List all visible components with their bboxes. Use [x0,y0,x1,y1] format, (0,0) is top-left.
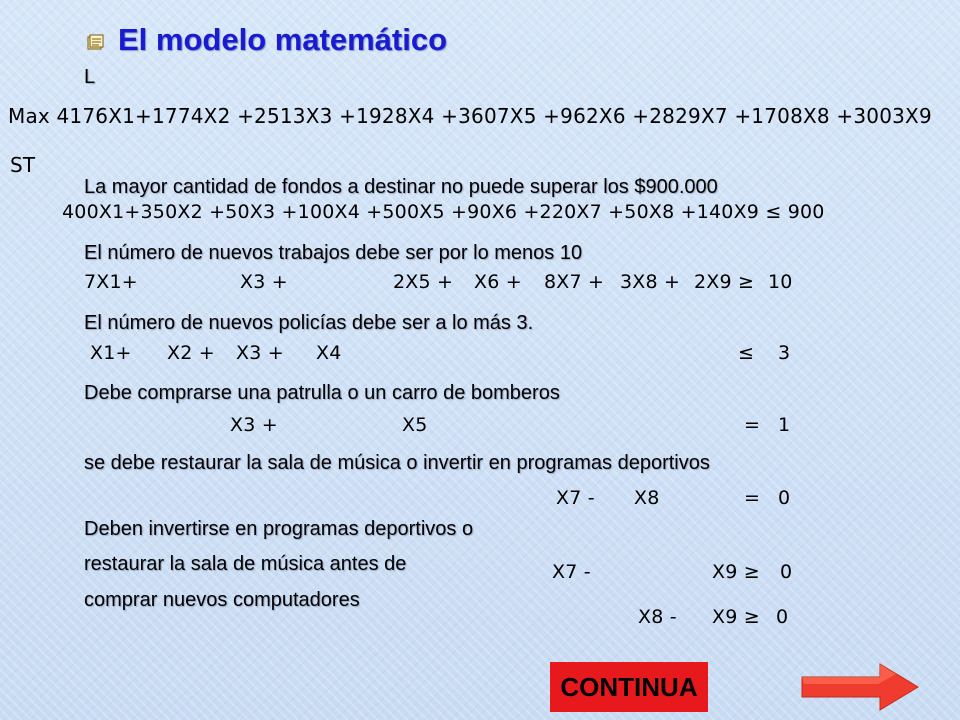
constraint-4-description: Debe comprarse una patrulla o un carro de bomberos [84,382,560,404]
st-label: ST [10,153,36,177]
objective-function: Max 4176X1+1774X2 +2513X3 +1928X4 +3607X5 +962X6 +2829X7 +1708X8 +3003X9 [8,104,932,128]
constraint-2-term: 8X7 + [544,271,605,293]
constraint-6-rhs: 0 [780,561,793,583]
constraint-6-description-line: restaurar la sala de música antes de [84,553,407,575]
constraint-4-operator: = [744,414,761,436]
constraint-7-term: X9 ≥ [712,606,760,628]
constraint-5-term: X8 [634,487,660,509]
constraint-4-rhs: 1 [778,414,791,436]
constraint-6-description-line: Deben invertirse en programas deportivos o [84,518,474,540]
constraint-6-description-line: comprar nuevos computadores [84,589,360,611]
constraint-3-term: X3 + [236,342,284,364]
constraint-5-term: X7 - [556,487,595,509]
constraint-7-term: X8 - [638,606,677,628]
right-arrow-icon[interactable] [800,662,920,712]
constraint-1-expression: 400X1+350X2 +50X3 +100X4 +500X5 +90X6 +220X7 +50X8 +140X9 ≤ 900 [62,201,825,223]
constraint-6-term: X9 ≥ [712,561,760,583]
continue-button[interactable]: CONTINUA [550,662,708,712]
constraint-4-term: X3 + [230,414,278,436]
constraint-2-term: 2X9 ≥ [694,271,755,293]
constraint-3-term: X1+ [90,342,132,364]
constraint-1-description: La mayor cantidad de fondos a destinar no puede superar los $900.000 [84,176,718,198]
notepad-bullet-icon [86,34,104,50]
constraint-2-description: El número de nuevos trabajos debe ser por lo menos 10 [84,242,583,264]
constraint-3-rhs: 3 [778,342,791,364]
constraint-3-operator: ≤ [738,342,755,364]
constraint-3-term: X2 + [167,342,215,364]
constraint-2-term: X6 + [474,271,522,293]
slide-title: El modelo matemático [118,22,448,57]
constraint-2-rhs: 10 [768,271,793,293]
constraint-7-rhs: 0 [776,606,789,628]
constraint-5-rhs: 0 [778,487,791,509]
constraint-3-term: X4 [316,342,342,364]
constraint-5-description: se debe restaurar la sala de música o invertir en programas deportivos [84,452,710,474]
constraint-4-term: X5 [402,414,428,436]
constraint-2-term: 7X1+ [84,271,138,293]
label-l: L [84,66,96,88]
constraint-6-term: X7 - [552,561,591,583]
constraint-2-term: 3X8 + [620,271,681,293]
constraint-2-term: 2X5 + [393,271,454,293]
constraint-3-description: El número de nuevos policías debe ser a lo más 3. [84,312,534,334]
constraint-5-operator: = [744,487,761,509]
constraint-2-term: X3 + [240,271,288,293]
